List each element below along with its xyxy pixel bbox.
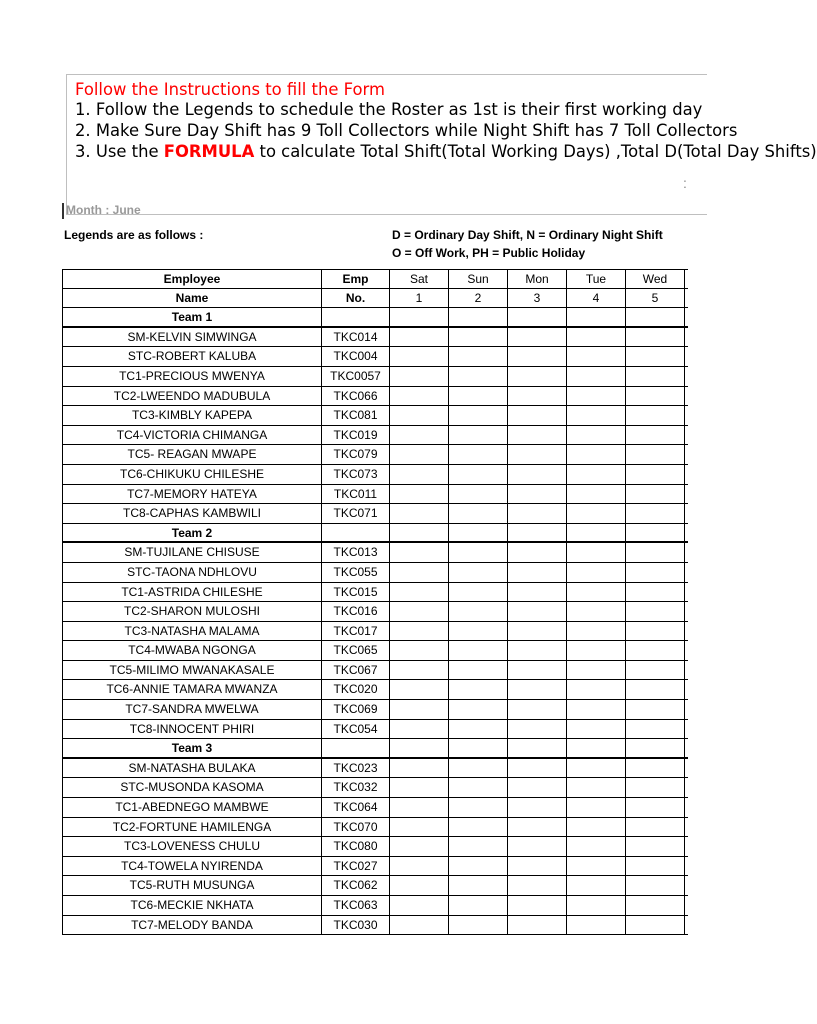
employee-number-cell[interactable]: TKC063 — [322, 896, 390, 915]
employee-name-cell[interactable]: STC-TAONA NDHLOVU — [62, 563, 322, 582]
instruction-line-3 — [75, 142, 817, 162]
employee-name-cell[interactable]: TC5-MILIMO MWANAKASALE — [62, 661, 322, 680]
employee-number-cell[interactable]: TKC069 — [322, 700, 390, 719]
shift-cell[interactable] — [449, 367, 508, 386]
shift-cell[interactable] — [449, 857, 508, 876]
table-row — [62, 876, 688, 896]
table-row — [62, 445, 688, 465]
shift-cell[interactable] — [508, 896, 567, 915]
table-row — [62, 387, 688, 407]
shift-cell[interactable] — [567, 563, 626, 582]
shift-cell[interactable] — [626, 583, 685, 602]
shift-cell[interactable] — [567, 485, 626, 504]
employee-number-cell[interactable]: TKC055 — [322, 563, 390, 582]
shift-cell[interactable] — [449, 445, 508, 464]
shift-cell[interactable] — [567, 308, 626, 326]
shift-cell[interactable] — [449, 583, 508, 602]
table-row — [62, 798, 688, 818]
table-row — [62, 778, 688, 798]
table-row — [62, 700, 688, 720]
employee-name-cell[interactable]: STC-ROBERT KALUBA — [62, 347, 322, 366]
employee-number-cell[interactable]: TKC030 — [322, 916, 390, 935]
shift-cell[interactable] — [567, 818, 626, 837]
employee-number-cell[interactable]: TKC004 — [322, 347, 390, 366]
employee-number-cell[interactable]: TKC073 — [322, 465, 390, 484]
employee-number-cell[interactable]: TKC015 — [322, 583, 390, 602]
table-row — [62, 896, 688, 916]
shift-cell[interactable] — [567, 524, 626, 542]
table-row — [62, 837, 688, 857]
table-row — [62, 328, 688, 348]
shift-cell[interactable] — [626, 347, 685, 366]
shift-cell[interactable] — [508, 583, 567, 602]
shift-cell[interactable] — [626, 739, 685, 757]
employee-number-cell[interactable]: TKC023 — [322, 759, 390, 778]
shift-cell[interactable] — [449, 680, 508, 699]
employee-name-cell[interactable]: TC2-LWEENDO MADUBULA — [62, 387, 322, 406]
table-row — [62, 485, 688, 505]
roster-table — [62, 269, 688, 935]
shift-cell[interactable] — [449, 896, 508, 915]
table-header-row — [62, 289, 688, 309]
table-cell[interactable] — [322, 308, 390, 326]
instruction-line-2: 2. Make Sure Day Shift has 9 Toll Collectors while Night Shift has 7 Toll Collectors — [75, 121, 738, 140]
shift-cell[interactable] — [567, 367, 626, 386]
shift-cell[interactable] — [390, 367, 449, 386]
header-cell-name[interactable]: Name — [62, 289, 322, 308]
shift-cell[interactable] — [508, 485, 567, 504]
table-row — [62, 563, 688, 583]
shift-cell[interactable] — [508, 739, 567, 757]
shift-cell[interactable] — [508, 504, 567, 523]
header-cell-day[interactable]: Tue — [567, 270, 626, 288]
employee-name-cell[interactable]: TC5-RUTH MUSUNGA — [62, 876, 322, 895]
shift-cell[interactable] — [626, 641, 685, 660]
shift-cell[interactable] — [626, 622, 685, 641]
shift-cell[interactable] — [626, 406, 685, 425]
shift-cell[interactable] — [567, 798, 626, 817]
shift-cell[interactable] — [390, 543, 449, 562]
employee-name-cell[interactable]: TC7-MELODY BANDA — [62, 916, 322, 935]
table-row — [62, 622, 688, 642]
shift-cell[interactable] — [449, 387, 508, 406]
team-row — [62, 308, 688, 328]
shift-cell[interactable] — [567, 465, 626, 484]
employee-number-cell[interactable]: TKC027 — [322, 857, 390, 876]
table-row — [62, 583, 688, 603]
table-row — [62, 367, 688, 387]
shift-cell[interactable] — [567, 837, 626, 856]
team-label[interactable]: Team 2 — [62, 524, 322, 542]
shift-cell[interactable] — [567, 896, 626, 915]
table-row — [62, 759, 688, 779]
employee-name-cell[interactable]: TC1-ABEDNEGO MAMBWE — [62, 798, 322, 817]
employee-number-cell[interactable]: TKC080 — [322, 837, 390, 856]
table-cell[interactable] — [322, 524, 390, 542]
shift-cell[interactable] — [449, 798, 508, 817]
shift-cell[interactable] — [567, 347, 626, 366]
employee-name-cell[interactable]: TC3-KIMBLY KAPEPA — [62, 406, 322, 425]
formula-keyword: FORMULA — [163, 142, 255, 161]
shift-cell[interactable] — [449, 347, 508, 366]
shift-cell[interactable] — [567, 661, 626, 680]
shift-cell[interactable] — [390, 602, 449, 621]
shift-cell[interactable] — [626, 563, 685, 582]
header-cell-emp-no[interactable]: Emp — [322, 270, 390, 288]
shift-cell[interactable] — [449, 426, 508, 445]
team-label[interactable]: Team 3 — [62, 739, 322, 757]
shift-cell[interactable] — [626, 857, 685, 876]
employee-number-cell[interactable]: TKC013 — [322, 543, 390, 562]
shift-cell[interactable] — [390, 720, 449, 739]
employee-name-cell[interactable]: TC4-MWABA NGONGA — [62, 641, 322, 660]
shift-cell[interactable] — [626, 876, 685, 895]
shift-cell[interactable] — [626, 367, 685, 386]
employee-name-cell[interactable]: SM-KELVIN SIMWINGA — [62, 328, 322, 347]
shift-cell[interactable] — [626, 387, 685, 406]
shift-cell[interactable] — [449, 759, 508, 778]
shift-cell[interactable] — [626, 543, 685, 562]
shift-cell[interactable] — [567, 406, 626, 425]
shift-cell[interactable] — [567, 739, 626, 757]
shift-cell[interactable] — [449, 602, 508, 621]
shift-cell[interactable] — [626, 426, 685, 445]
shift-cell[interactable] — [390, 465, 449, 484]
header-cell-day[interactable]: 3 — [508, 289, 567, 308]
employee-number-cell[interactable]: TKC066 — [322, 387, 390, 406]
shift-cell[interactable] — [508, 524, 567, 542]
employee-number-cell[interactable]: TKC070 — [322, 818, 390, 837]
instructions-title: Follow the Instructions to fill the Form — [75, 80, 385, 99]
shift-cell[interactable] — [626, 818, 685, 837]
shift-cell[interactable] — [449, 504, 508, 523]
table-row — [62, 857, 688, 877]
shift-cell[interactable] — [567, 387, 626, 406]
shift-cell[interactable] — [390, 778, 449, 797]
shift-cell[interactable] — [449, 700, 508, 719]
shift-cell[interactable] — [567, 641, 626, 660]
shift-cell[interactable] — [508, 328, 567, 347]
table-row — [62, 504, 688, 524]
shift-cell[interactable] — [567, 700, 626, 719]
shift-cell[interactable] — [508, 778, 567, 797]
header-cell-day[interactable]: Sat — [390, 270, 449, 288]
employee-number-cell[interactable]: TKC019 — [322, 426, 390, 445]
shift-cell[interactable] — [508, 543, 567, 562]
shift-cell[interactable] — [449, 876, 508, 895]
instructions-text-box[interactable] — [66, 74, 817, 215]
team-label[interactable]: Team 1 — [62, 308, 322, 326]
shift-cell[interactable] — [508, 563, 567, 582]
shift-cell[interactable] — [508, 602, 567, 621]
employee-name-cell[interactable]: TC1-PRECIOUS MWENYA — [62, 367, 322, 386]
shift-cell[interactable] — [449, 622, 508, 641]
shift-cell[interactable] — [508, 641, 567, 660]
employee-name-cell[interactable]: TC8-INNOCENT PHIRI — [62, 720, 322, 739]
shift-cell[interactable] — [508, 916, 567, 935]
shift-cell[interactable] — [567, 445, 626, 464]
table-row — [62, 347, 688, 367]
employee-name-cell[interactable]: TC7-SANDRA MWELWA — [62, 700, 322, 719]
shift-cell[interactable] — [390, 661, 449, 680]
header-cell-day[interactable]: 1 — [390, 289, 449, 308]
header-cell-day[interactable]: Sun — [449, 270, 508, 288]
shift-cell[interactable] — [390, 445, 449, 464]
shift-cell[interactable] — [390, 622, 449, 641]
shift-cell[interactable] — [626, 837, 685, 856]
employee-name-cell[interactable]: TC6-ANNIE TAMARA MWANZA — [62, 680, 322, 699]
shift-cell[interactable] — [449, 465, 508, 484]
employee-name-cell[interactable]: TC1-ASTRIDA CHILESHE — [62, 583, 322, 602]
header-cell-emp-no[interactable]: No. — [322, 289, 390, 308]
employee-name-cell[interactable]: TC3-LOVENESS CHULU — [62, 837, 322, 856]
shift-cell[interactable] — [390, 759, 449, 778]
table-cell[interactable] — [322, 739, 390, 757]
legend-label: Legends are as follows : — [64, 228, 204, 242]
month-label: Month : June — [66, 203, 141, 217]
instructions-overflow-mark: : — [683, 175, 687, 191]
employee-name-cell[interactable]: TC7-MEMORY HATEYA — [62, 485, 322, 504]
shift-cell[interactable] — [390, 837, 449, 856]
table-header-row — [62, 269, 688, 289]
employee-number-cell[interactable]: TKC0057 — [322, 367, 390, 386]
employee-number-cell[interactable]: TKC011 — [322, 485, 390, 504]
shift-cell[interactable] — [626, 661, 685, 680]
legend-line-1: D = Ordinary Day Shift, N = Ordinary Night Shift — [392, 228, 663, 242]
employee-number-cell[interactable]: TKC079 — [322, 445, 390, 464]
legend-line-2: O = Off Work, PH = Public Holiday — [392, 246, 586, 260]
table-row — [62, 602, 688, 622]
shift-cell[interactable] — [508, 759, 567, 778]
shift-cell[interactable] — [508, 857, 567, 876]
shift-cell[interactable] — [508, 818, 567, 837]
employee-name-cell[interactable]: STC-MUSONDA KASOMA — [62, 778, 322, 797]
table-row — [62, 406, 688, 426]
header-cell-day[interactable]: Wed — [626, 270, 685, 288]
shift-cell[interactable] — [567, 583, 626, 602]
shift-cell[interactable] — [567, 778, 626, 797]
employee-number-cell[interactable]: TKC071 — [322, 504, 390, 523]
shift-cell[interactable] — [508, 837, 567, 856]
shift-cell[interactable] — [508, 406, 567, 425]
shift-cell[interactable] — [626, 680, 685, 699]
shift-cell[interactable] — [626, 700, 685, 719]
employee-number-cell[interactable]: TKC064 — [322, 798, 390, 817]
shift-cell[interactable] — [626, 602, 685, 621]
shift-cell[interactable] — [626, 759, 685, 778]
shift-cell[interactable] — [390, 406, 449, 425]
shift-cell[interactable] — [390, 916, 449, 935]
shift-cell[interactable] — [449, 916, 508, 935]
shift-cell[interactable] — [626, 798, 685, 817]
table-row — [62, 661, 688, 681]
header-cell-day[interactable]: Mon — [508, 270, 567, 288]
employee-name-cell[interactable]: SM-NATASHA BULAKA — [62, 759, 322, 778]
header-cell-day[interactable]: 5 — [626, 289, 685, 308]
instruction-line-3-start: 3. Use the — [75, 142, 164, 161]
employee-number-cell[interactable]: TKC062 — [322, 876, 390, 895]
employee-number-cell[interactable]: TKC014 — [322, 328, 390, 347]
shift-cell[interactable] — [508, 798, 567, 817]
shift-cell[interactable] — [508, 347, 567, 366]
shift-cell[interactable] — [390, 308, 449, 326]
employee-name-cell[interactable]: TC6-CHIKUKU CHILESHE — [62, 465, 322, 484]
shift-cell[interactable] — [390, 641, 449, 660]
shift-cell[interactable] — [508, 465, 567, 484]
shift-cell[interactable] — [567, 720, 626, 739]
shift-cell[interactable] — [508, 445, 567, 464]
shift-cell[interactable] — [390, 328, 449, 347]
employee-number-cell[interactable]: TKC020 — [322, 680, 390, 699]
shift-cell[interactable] — [390, 798, 449, 817]
shift-cell[interactable] — [449, 328, 508, 347]
shift-cell[interactable] — [449, 739, 508, 757]
shift-cell[interactable] — [449, 778, 508, 797]
employee-number-cell[interactable]: TKC054 — [322, 720, 390, 739]
shift-cell[interactable] — [449, 720, 508, 739]
shift-cell[interactable] — [567, 328, 626, 347]
shift-cell[interactable] — [626, 328, 685, 347]
table-row — [62, 720, 688, 740]
table-row — [62, 916, 688, 936]
employee-number-cell[interactable]: TKC017 — [322, 622, 390, 641]
employee-name-cell[interactable]: TC6-MECKIE NKHATA — [62, 896, 322, 915]
shift-cell[interactable] — [626, 916, 685, 935]
employee-number-cell[interactable]: TKC081 — [322, 406, 390, 425]
employee-name-cell[interactable]: TC5- REAGAN MWAPE — [62, 445, 322, 464]
employee-name-cell[interactable]: TC8-CAPHAS KAMBWILI — [62, 504, 322, 523]
shift-cell[interactable] — [449, 641, 508, 660]
shift-cell[interactable] — [390, 876, 449, 895]
table-row — [62, 465, 688, 485]
shift-cell[interactable] — [508, 876, 567, 895]
shift-cell[interactable] — [626, 465, 685, 484]
shift-cell[interactable] — [567, 426, 626, 445]
shift-cell[interactable] — [449, 406, 508, 425]
shift-cell[interactable] — [626, 896, 685, 915]
shift-cell[interactable] — [567, 622, 626, 641]
employee-name-cell[interactable]: TC2-SHARON MULOSHI — [62, 602, 322, 621]
employee-name-cell[interactable]: TC2-FORTUNE HAMILENGA — [62, 818, 322, 837]
shift-cell[interactable] — [390, 426, 449, 445]
shift-cell[interactable] — [508, 661, 567, 680]
shift-cell[interactable] — [508, 700, 567, 719]
employee-number-cell[interactable]: TKC065 — [322, 641, 390, 660]
shift-cell[interactable] — [626, 524, 685, 542]
shift-cell[interactable] — [508, 426, 567, 445]
shift-cell[interactable] — [626, 485, 685, 504]
shift-cell[interactable] — [567, 916, 626, 935]
employee-number-cell[interactable]: TKC016 — [322, 602, 390, 621]
shift-cell[interactable] — [567, 759, 626, 778]
team-row — [62, 524, 688, 544]
shift-cell[interactable] — [626, 720, 685, 739]
shift-cell[interactable] — [390, 739, 449, 757]
shift-cell[interactable] — [508, 387, 567, 406]
shift-cell[interactable] — [626, 308, 685, 326]
shift-cell[interactable] — [567, 504, 626, 523]
shift-cell[interactable] — [449, 661, 508, 680]
employee-number-cell[interactable]: TKC067 — [322, 661, 390, 680]
shift-cell[interactable] — [449, 543, 508, 562]
employee-name-cell[interactable]: SM-TUJILANE CHISUSE — [62, 543, 322, 562]
shift-cell[interactable] — [567, 857, 626, 876]
header-cell-name[interactable]: Employee — [62, 270, 322, 288]
shift-cell[interactable] — [626, 445, 685, 464]
shift-cell[interactable] — [449, 563, 508, 582]
shift-cell[interactable] — [567, 876, 626, 895]
shift-cell[interactable] — [390, 583, 449, 602]
shift-cell[interactable] — [508, 720, 567, 739]
shift-cell[interactable] — [390, 700, 449, 719]
shift-cell[interactable] — [390, 857, 449, 876]
shift-cell[interactable] — [390, 485, 449, 504]
header-cell-day[interactable]: 4 — [567, 289, 626, 308]
shift-cell[interactable] — [390, 818, 449, 837]
shift-cell[interactable] — [449, 818, 508, 837]
shift-cell[interactable] — [626, 504, 685, 523]
shift-cell[interactable] — [567, 680, 626, 699]
table-row — [62, 543, 688, 563]
shift-cell[interactable] — [508, 308, 567, 326]
shift-cell[interactable] — [390, 680, 449, 699]
instruction-line-3-end: to calculate Total Shift(Total Working Days) ,Total D(Total Day Shifts) — [254, 142, 817, 161]
shift-cell[interactable] — [449, 837, 508, 856]
shift-cell[interactable] — [390, 387, 449, 406]
shift-cell[interactable] — [508, 622, 567, 641]
table-row — [62, 680, 688, 700]
shift-cell[interactable] — [390, 896, 449, 915]
header-cell-day[interactable]: 2 — [449, 289, 508, 308]
shift-cell[interactable] — [449, 308, 508, 326]
shift-cell[interactable] — [567, 602, 626, 621]
team-row — [62, 739, 688, 759]
shift-cell[interactable] — [390, 504, 449, 523]
shift-cell[interactable] — [390, 347, 449, 366]
employee-name-cell[interactable]: TC4-TOWELA NYIRENDA — [62, 857, 322, 876]
table-row — [62, 818, 688, 838]
employee-number-cell[interactable]: TKC032 — [322, 778, 390, 797]
employee-name-cell[interactable]: TC3-NATASHA MALAMA — [62, 622, 322, 641]
shift-cell[interactable] — [626, 778, 685, 797]
shift-cell[interactable] — [390, 563, 449, 582]
shift-cell[interactable] — [390, 524, 449, 542]
shift-cell[interactable] — [567, 543, 626, 562]
instruction-line-1: 1. Follow the Legends to schedule the Roster as 1st is their first working day — [75, 100, 703, 119]
shift-cell[interactable] — [449, 485, 508, 504]
shift-cell[interactable] — [449, 524, 508, 542]
table-row — [62, 426, 688, 446]
shift-cell[interactable] — [508, 680, 567, 699]
shift-cell[interactable] — [508, 367, 567, 386]
table-row — [62, 641, 688, 661]
employee-name-cell[interactable]: TC4-VICTORIA CHIMANGA — [62, 426, 322, 445]
